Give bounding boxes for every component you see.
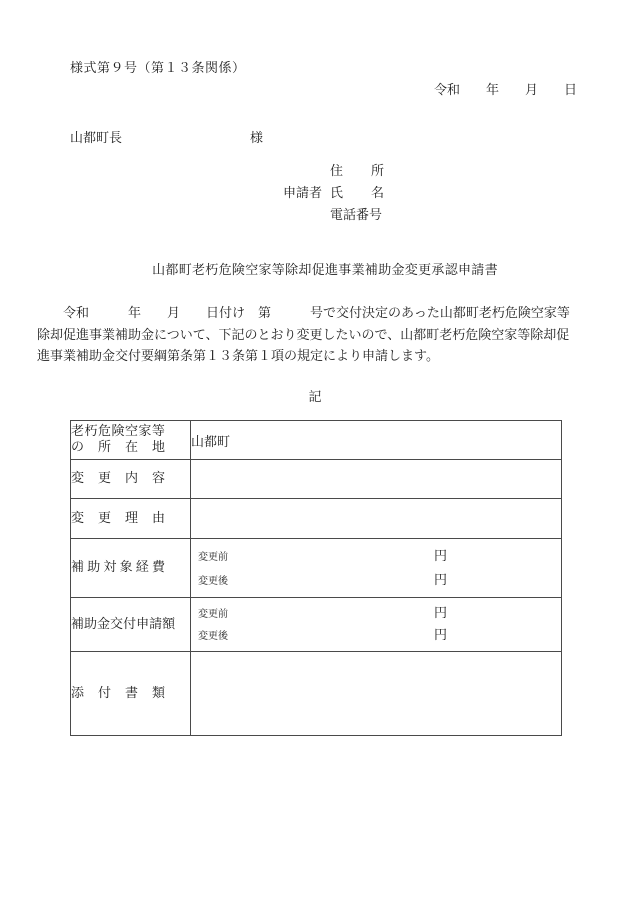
application-table: [70, 420, 562, 736]
property-location-label-line1: 老 朽 危 険 空 家 等: [71, 424, 165, 439]
applicant-name-label: 氏 名: [330, 186, 384, 201]
change-content-label-text: 変 更 内 容: [71, 471, 165, 486]
subsidy-expense-before-line: [191, 549, 561, 564]
form-number-label: 様式第９号（第１３条関係）: [70, 61, 246, 76]
before-change-label: 変更前: [198, 608, 228, 620]
property-location-label: [71, 421, 191, 460]
applicant-phone-line: [283, 205, 384, 227]
subsidy-amount-row: [71, 598, 562, 652]
applicant-phone-label: 電話番号: [330, 208, 383, 223]
subsidy-expense-label: [71, 539, 191, 598]
property-location-label-line2: の 所 在 地: [71, 440, 165, 455]
applicant-block: [283, 161, 384, 227]
property-location-value: 山都町: [191, 421, 562, 460]
change-content-row: [71, 460, 562, 499]
change-reason-value: [191, 499, 562, 539]
subsidy-expense-stack: [191, 540, 561, 597]
property-location-row: [71, 421, 562, 460]
subsidy-amount-label: [71, 598, 191, 652]
addressee-honorific: 様: [250, 131, 264, 146]
body-line: 進事業補助金交付要綱第条第１３条第１項の規定により申請します。: [37, 349, 439, 365]
subsidy-amount-value: [191, 598, 562, 652]
applicant-name-line: [283, 183, 384, 205]
yen-unit-label: 円: [434, 572, 448, 588]
change-content-label: [71, 460, 191, 499]
after-change-label: 変更後: [198, 631, 228, 643]
before-change-label: 変更前: [198, 551, 228, 563]
change-reason-label-text: 変 更 理 由: [71, 510, 165, 526]
body-line: 令和 年 月 日付け 第 号で交付決定のあった山都町老朽危険空家等: [37, 306, 570, 321]
applicant-spacer: [283, 205, 323, 227]
after-change-label: 変更後: [198, 575, 228, 587]
applicant-address-label: 住 所: [330, 164, 384, 179]
yen-unit-label: 円: [434, 628, 448, 644]
change-reason-label: [71, 499, 191, 539]
subsidy-expense-label-text: 補 助 対 象 経 費: [71, 560, 165, 575]
attachments-label-text: 添 付 書 類: [71, 685, 165, 701]
subsidy-amount-after-line: [191, 628, 561, 643]
subsidy-amount-stack: [191, 599, 561, 651]
yen-unit-label: 円: [434, 548, 448, 564]
applicant-address-line: [283, 161, 384, 183]
subsidy-expense-value: [191, 539, 562, 598]
body-line: 除却促進事業補助金について、下記のとおり変更したいので、山都町老朽危険空家等除却促: [37, 327, 570, 343]
addressee-name: 山都町長: [70, 131, 123, 146]
subsidy-expense-after-line: [191, 573, 561, 588]
change-reason-row: [71, 499, 562, 539]
attachments-row: [71, 652, 562, 736]
change-content-value: [191, 460, 562, 499]
attachments-value: [191, 652, 562, 736]
document-title: 山都町老朽危険空家等除却促進事業補助金変更承認申請書: [152, 263, 498, 278]
attachments-label: [71, 652, 191, 736]
yen-unit-label: 円: [434, 605, 448, 621]
subsidy-expense-row: [71, 539, 562, 598]
issue-date-line: 令和 年 月 日: [433, 83, 577, 98]
subsidy-amount-label-text: 補 助 金 交 付 申 請 額: [71, 616, 176, 632]
section-mark: 記: [308, 390, 322, 405]
applicant-role-label: 申請者: [283, 186, 323, 201]
applicant-spacer: [283, 161, 323, 183]
body-paragraph: [37, 303, 597, 368]
subsidy-amount-before-line: [191, 606, 561, 621]
